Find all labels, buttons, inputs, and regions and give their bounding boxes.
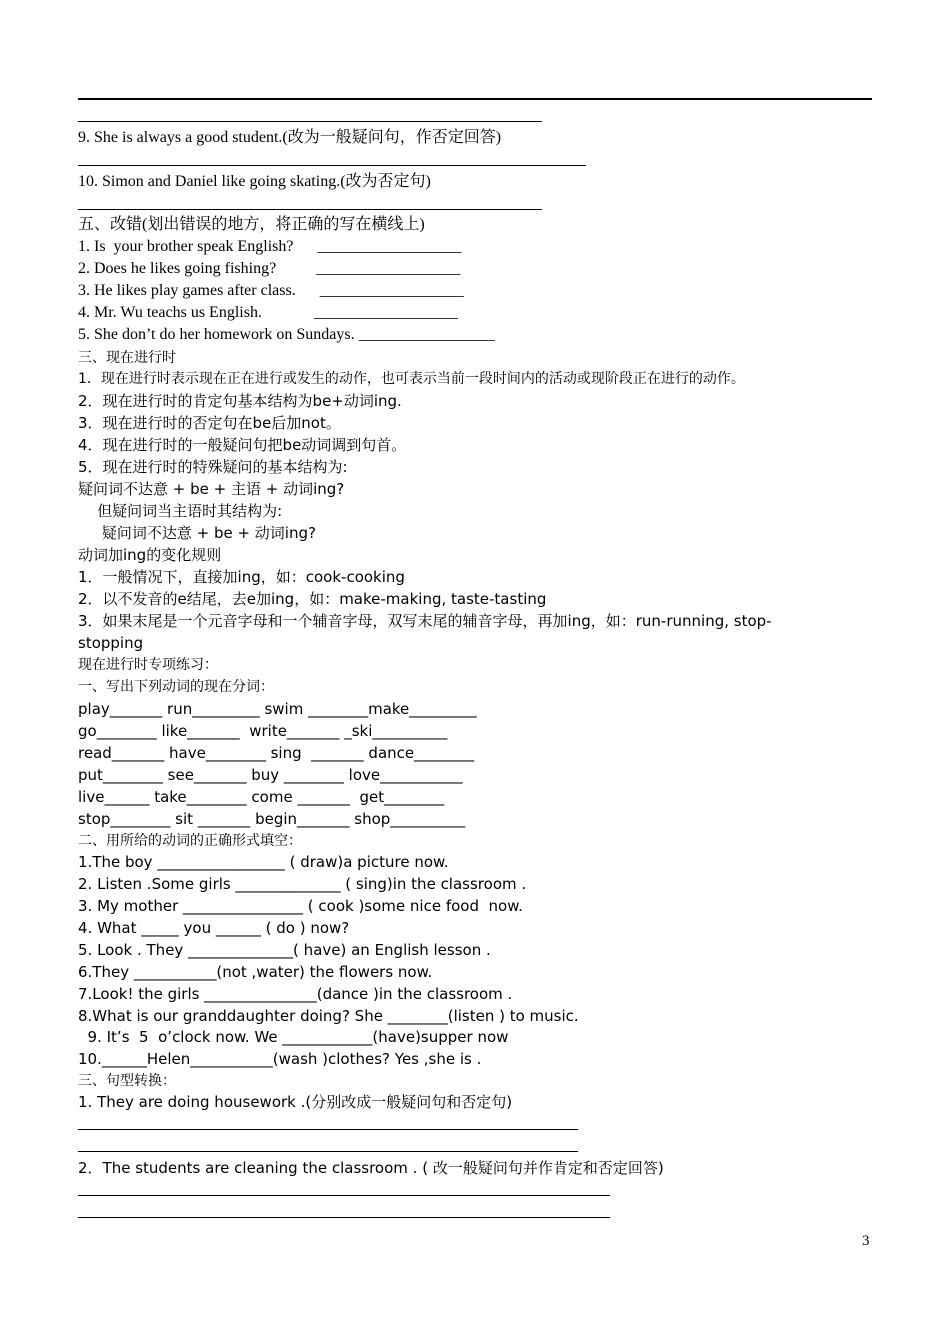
answer-line: [78, 1217, 610, 1218]
answer-line: [78, 121, 542, 122]
correction-item: 4. Mr. Wu teachs us English. __________________: [78, 304, 458, 321]
fill-item: 6.They ___________(not ,water) the flowers now.: [78, 963, 433, 981]
section-heading-error-correction: 五、改错(划出错误的地方，将正确的写在横线上): [78, 216, 425, 233]
grammar-rule: 1．现在进行时表示现在正在进行或发生的动作，也可表示当前一段时间内的活动或现阶段正在进行的动作。: [78, 371, 745, 387]
ing-rule: stopping: [78, 634, 144, 652]
grammar-rule: 2．现在进行时的肯定句基本结构为be+动词ing.: [78, 392, 402, 410]
verb-row: go________ like_______ write_______ _ski__________: [78, 722, 448, 740]
transform-item: 2．The students are cleaning the classroom . ( 改一般疑问句并作肯定和否定回答): [78, 1159, 664, 1177]
answer-line: [78, 1195, 610, 1196]
grammar-rule: 3．现在进行时的否定句在be后加not。: [78, 414, 341, 432]
grammar-rule: 疑问词不达意 + be + 动词ing?: [78, 524, 316, 542]
correction-item: 3. He likes play games after class. __________________: [78, 282, 464, 299]
question-9: 9. She is always a good student.(改为一般疑问句，作否定回答): [78, 129, 502, 146]
question-10: 10. Simon and Daniel like going skating.(改为否定句): [78, 173, 431, 190]
part3-heading: 三、句型转换：: [78, 1073, 176, 1089]
page-number: 3: [862, 1233, 870, 1249]
section-heading-present-continuous: 三、现在进行时: [78, 350, 176, 366]
answer-line: [78, 1151, 578, 1152]
fill-item: 4. What _____ you ______ ( do ) now?: [78, 919, 350, 937]
fill-item: 2. Listen .Some girls ______________ ( sing)in the classroom .: [78, 875, 527, 893]
fill-item: 7.Look! the girls _______________(dance )in the classroom .: [78, 985, 513, 1003]
fill-item: 9. It’s 5 o’clock now. We ____________(have)supper now: [78, 1028, 509, 1046]
practice-heading: 现在进行时专项练习：: [78, 657, 218, 673]
answer-line: [78, 209, 542, 210]
ing-rule: 1．一般情况下，直接加ing，如：cook-cooking: [78, 568, 405, 586]
correction-item: 2. Does he likes going fishing? __________________: [78, 260, 461, 277]
part2-heading: 二、用所给的动词的正确形式填空：: [78, 833, 302, 849]
fill-item: 1.The boy _________________ ( draw)a picture now.: [78, 853, 449, 871]
verb-row: stop________ sit _______ begin_______ shop__________: [78, 810, 466, 828]
fill-item: 8.What is our granddaughter doing? She ________(listen ) to music.: [78, 1007, 579, 1025]
verb-row: play_______ run_________ swim ________make_________: [78, 700, 477, 718]
verb-row: put________ see_______ buy ________ love___________: [78, 766, 463, 784]
answer-line: [78, 1129, 578, 1130]
fill-item: 5. Look . They ______________( have) an English lesson .: [78, 941, 491, 959]
ing-rule: 2．以不发音的e结尾，去e加ing，如：make-making, taste-tasting: [78, 590, 547, 608]
part1-heading: 一、写出下列动词的现在分词：: [78, 679, 274, 695]
answer-line: [78, 98, 872, 100]
correction-item: 1. Is your brother speak English? __________________: [78, 238, 462, 255]
grammar-rule: 4．现在进行时的一般疑问句把be动词调到句首。: [78, 436, 407, 454]
correction-item: 5. She don’t do her homework on Sundays. _________________: [78, 326, 495, 343]
grammar-rule: 疑问词不达意 + be + 主语 + 动词ing?: [78, 480, 345, 498]
verb-row: live______ take________ come _______ get________: [78, 788, 445, 806]
answer-line: [78, 165, 586, 166]
transform-item: 1. They are doing housework .(分别改成一般疑问句和否定句): [78, 1093, 513, 1111]
fill-item: 3. My mother ________________ ( cook )some nice food now.: [78, 897, 523, 915]
ing-rules-heading: 动词加ing的变化规则: [78, 546, 222, 564]
fill-item: 10.______Helen___________(wash )clothes? Yes ,she is .: [78, 1050, 482, 1068]
grammar-rule: 5．现在进行时的特殊疑问的基本结构为:: [78, 458, 348, 476]
verb-row: read_______ have________ sing _______ dance________: [78, 744, 475, 762]
grammar-rule: 但疑问词当主语时其结构为:: [78, 502, 283, 520]
ing-rule: 3．如果末尾是一个元音字母和一个辅音字母，双写末尾的辅音字母，再加ing，如：run-running, stop-: [78, 612, 772, 630]
